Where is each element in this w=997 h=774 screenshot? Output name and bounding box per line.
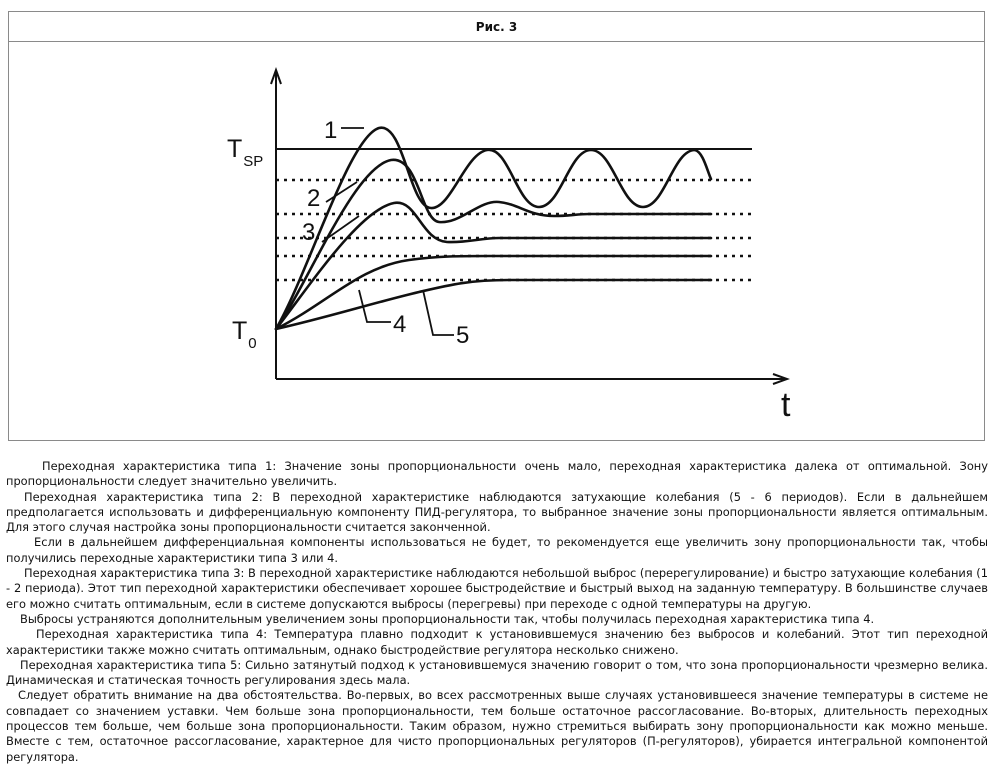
curve-2-label: 2 xyxy=(307,185,321,212)
axes xyxy=(271,70,787,384)
paragraph-type3: Переходная характеристика типа 3: В переходной характеристике наблюдаются небольшой выброс (перерегулирование) и быстро затухающие колебания (1 - 2 периода). Этот тип переходной характеристики обеспечивает хорошее быстродействие и быстрый выход на заданную температуру. В большинстве случаев его можно считать оптимальным, если в системе допускаются выбросы (перегревы) при переходе с одной температуры на другую. xyxy=(6,566,988,611)
paragraph-type2: Переходная характеристика типа 2: В переходной характеристике наблюдаются затухающие колебания (5 - 6 периодов). Если в дальнейшем предполагается использовать и дифференциальную компоненту ПИД-регулятора, то выбранное значение зоны пропорциональности является оптимальным. Для этого случая настройка зоны пропорциональности считается законченной. xyxy=(6,489,988,535)
paragraph-type1: Переходная характеристика типа 1: Значение зоны пропорциональности очень мало, переходная характеристика далека от оптимальной. Зону пропорциональности следует значительно увеличить. xyxy=(6,459,988,489)
paragraph-type5: Переходная характеристика типа 5: Сильно затянутый подход к установившемуся значению говорит о том, что зона пропорциональности чрезмерно велика. Динамическая и статическая точность регулирования здесь мала. xyxy=(6,657,988,688)
curve-3 xyxy=(276,203,711,329)
paragraph-derivative-note: Если в дальнейшем дифференциальная компоненты использоваться не будет, то рекомендуется еще увеличить зону пропорциональности так, чтобы получились переходные характеристики типа 3 или 4. xyxy=(6,535,988,565)
curve-4 xyxy=(276,256,711,329)
paragraph-overshoot-note: Выбросы устраняются дополнительным увеличением зоны пропорциональности так, чтобы получилась переходная характеристика типа 4. xyxy=(20,611,875,626)
curve-leaders xyxy=(322,128,454,335)
paragraph-type4: Переходная характеристика типа 4: Температура плавно подходит к установившемуся значению без выбросов и колебаний. Этот тип переходной характеристики также можно считать оптимальным, однако быстродействие регулятора несколько снижено. xyxy=(6,627,988,657)
figure-caption: Рис. 3 xyxy=(9,12,984,42)
paragraph-conclusion: Следует обратить внимание на два обстоятельства. Во-первых, во всех рассмотренных выше случаях установившееся значение температуры в системе не совпадает со значением уставки. Чем больше зона пропорциональности, тем больше остаточное рассогласование. Во-вторых, длительность переходных процессов тем больше, чем больше зона пропорциональности. Таким образом, нужно стремиться выбирать зону пропорциональности как можно меньше. Вместе с тем, остаточное рассогласование, характерное для чисто пропорциональных регуляторов (П-регуляторов), убирается интегральной компонентой регулятора. xyxy=(6,688,988,764)
curve-5-label: 5 xyxy=(456,322,470,349)
leader-2 xyxy=(326,182,357,202)
setpoint-label: $T_{SP}$ xyxy=(227,135,264,170)
figure-frame xyxy=(8,11,985,441)
curve-4-label: 4 xyxy=(393,311,407,338)
leader-5 xyxy=(423,290,454,335)
leader-4 xyxy=(359,290,391,322)
transient-response-plot xyxy=(9,42,984,440)
initial-temp-label: $T_0$ xyxy=(232,317,257,352)
steady-state-levels xyxy=(276,180,752,280)
time-axis-label: t xyxy=(781,386,791,424)
curve-1-label: 1 xyxy=(324,117,338,144)
article-text xyxy=(6,459,988,765)
curve-3-label: 3 xyxy=(302,219,316,246)
